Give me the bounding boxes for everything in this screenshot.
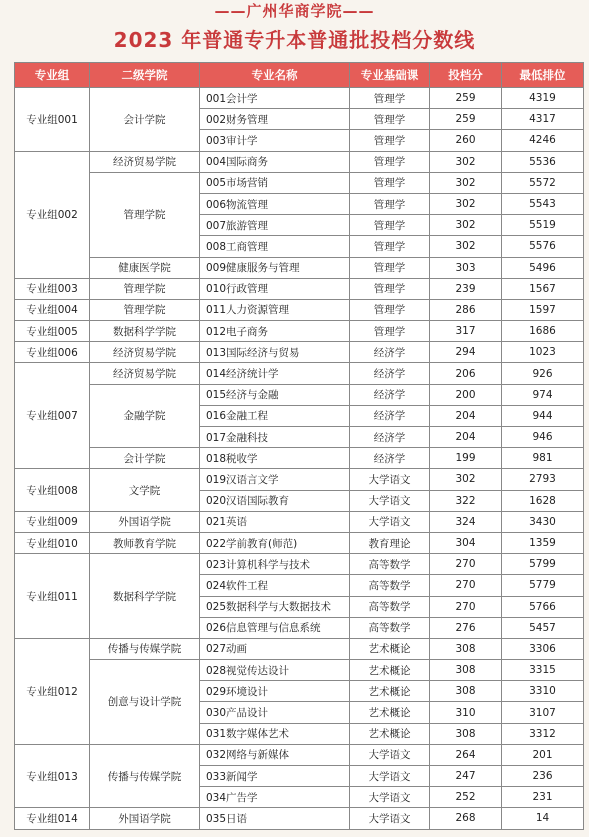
- rank-cell: 4319: [502, 88, 584, 109]
- score-cell: 304: [430, 532, 502, 553]
- course-cell: 大学语文: [350, 511, 430, 532]
- course-cell: 大学语文: [350, 490, 430, 511]
- college-cell: 外国语学院: [90, 511, 200, 532]
- table-row: [15, 744, 584, 765]
- table-body: [15, 88, 584, 830]
- major-cell: 006物流管理: [200, 193, 350, 214]
- score-cell: 259: [430, 109, 502, 130]
- score-cell: 264: [430, 744, 502, 765]
- course-cell: 管理学: [350, 321, 430, 342]
- rank-cell: 5576: [502, 236, 584, 257]
- rank-cell: 3310: [502, 681, 584, 702]
- major-cell: 003审计学: [200, 130, 350, 151]
- major-cell: 024软件工程: [200, 575, 350, 596]
- course-cell: 艺术概论: [350, 638, 430, 659]
- score-cell: 294: [430, 342, 502, 363]
- course-cell: 高等数学: [350, 575, 430, 596]
- course-cell: 管理学: [350, 130, 430, 151]
- college-cell: 数据科学学院: [90, 554, 200, 639]
- course-cell: 管理学: [350, 257, 430, 278]
- course-cell: 经济学: [350, 405, 430, 426]
- group-cell: 专业组008: [15, 469, 90, 511]
- college-cell: 经济贸易学院: [90, 363, 200, 384]
- course-cell: 经济学: [350, 342, 430, 363]
- course-cell: 管理学: [350, 236, 430, 257]
- score-cell: 286: [430, 299, 502, 320]
- major-cell: 015经济与金融: [200, 384, 350, 405]
- score-cell: 302: [430, 215, 502, 236]
- score-cell: 276: [430, 617, 502, 638]
- table-row: [15, 532, 584, 553]
- group-cell: 专业组005: [15, 321, 90, 342]
- major-cell: 026信息管理与信息系统: [200, 617, 350, 638]
- rank-cell: 5572: [502, 172, 584, 193]
- rank-cell: 981: [502, 448, 584, 469]
- rank-cell: 5536: [502, 151, 584, 172]
- major-cell: 005市场营销: [200, 172, 350, 193]
- college-cell: 会计学院: [90, 88, 200, 152]
- table-row: [15, 278, 584, 299]
- score-cell: 302: [430, 151, 502, 172]
- course-cell: 教育理论: [350, 532, 430, 553]
- group-cell: 专业组012: [15, 638, 90, 744]
- score-cell: 252: [430, 787, 502, 808]
- rank-cell: 1359: [502, 532, 584, 553]
- group-cell: 专业组013: [15, 744, 90, 808]
- major-cell: 011人力资源管理: [200, 299, 350, 320]
- major-cell: 032网络与新媒体: [200, 744, 350, 765]
- rank-cell: 4246: [502, 130, 584, 151]
- score-cell: 270: [430, 596, 502, 617]
- course-cell: 艺术概论: [350, 702, 430, 723]
- table-row: [15, 448, 584, 469]
- score-cell: 310: [430, 702, 502, 723]
- score-cell: 247: [430, 766, 502, 787]
- score-cell: 317: [430, 321, 502, 342]
- rank-cell: 5543: [502, 193, 584, 214]
- major-cell: 019汉语言文学: [200, 469, 350, 490]
- rank-cell: 5766: [502, 596, 584, 617]
- score-cell: 270: [430, 575, 502, 596]
- major-cell: 007旅游管理: [200, 215, 350, 236]
- course-cell: 艺术概论: [350, 723, 430, 744]
- score-cell: 324: [430, 511, 502, 532]
- score-cell: 239: [430, 278, 502, 299]
- table-row: [15, 554, 584, 575]
- page-header: [0, 0, 589, 62]
- rank-cell: 1597: [502, 299, 584, 320]
- major-cell: 029环境设计: [200, 681, 350, 702]
- rank-cell: 1628: [502, 490, 584, 511]
- score-cell: 302: [430, 193, 502, 214]
- major-cell: 004国际商务: [200, 151, 350, 172]
- column-header-rank: 最低排位: [502, 63, 584, 88]
- course-cell: 管理学: [350, 172, 430, 193]
- major-cell: 033新闻学: [200, 766, 350, 787]
- score-cell: 259: [430, 88, 502, 109]
- rank-cell: 974: [502, 384, 584, 405]
- table-row: [15, 172, 584, 193]
- table-row: [15, 660, 584, 681]
- score-cell: 308: [430, 723, 502, 744]
- course-cell: 大学语文: [350, 766, 430, 787]
- major-cell: 001会计学: [200, 88, 350, 109]
- course-cell: 经济学: [350, 427, 430, 448]
- score-cell: 322: [430, 490, 502, 511]
- course-cell: 管理学: [350, 193, 430, 214]
- major-cell: 018税收学: [200, 448, 350, 469]
- rank-cell: 3306: [502, 638, 584, 659]
- course-cell: 大学语文: [350, 469, 430, 490]
- course-cell: 管理学: [350, 215, 430, 236]
- major-cell: 002财务管理: [200, 109, 350, 130]
- score-cell: 199: [430, 448, 502, 469]
- group-cell: 专业组002: [15, 151, 90, 278]
- rank-cell: 2793: [502, 469, 584, 490]
- college-cell: 传播与传媒学院: [90, 744, 200, 808]
- course-cell: 管理学: [350, 88, 430, 109]
- table-row: [15, 638, 584, 659]
- column-header-college: 二级学院: [90, 63, 200, 88]
- table-row: [15, 342, 584, 363]
- course-cell: 经济学: [350, 448, 430, 469]
- major-cell: 035日语: [200, 808, 350, 829]
- major-cell: 028视觉传达设计: [200, 660, 350, 681]
- college-cell: 金融学院: [90, 384, 200, 448]
- course-cell: 大学语文: [350, 808, 430, 829]
- rank-cell: 1686: [502, 321, 584, 342]
- major-cell: 022学前教育(师范): [200, 532, 350, 553]
- group-cell: 专业组014: [15, 808, 90, 829]
- score-cell: 302: [430, 469, 502, 490]
- group-cell: 专业组010: [15, 532, 90, 553]
- score-cell: 303: [430, 257, 502, 278]
- score-cell: 260: [430, 130, 502, 151]
- score-cell: 268: [430, 808, 502, 829]
- rank-cell: 5457: [502, 617, 584, 638]
- major-cell: 017金融科技: [200, 427, 350, 448]
- score-cell: 308: [430, 660, 502, 681]
- course-cell: 管理学: [350, 278, 430, 299]
- table-row: [15, 384, 584, 405]
- column-header-course: 专业基础课: [350, 63, 430, 88]
- score-table: [14, 62, 584, 830]
- course-cell: 高等数学: [350, 554, 430, 575]
- table-row: [15, 88, 584, 109]
- major-cell: 021英语: [200, 511, 350, 532]
- course-cell: 管理学: [350, 151, 430, 172]
- college-cell: 教师教育学院: [90, 532, 200, 553]
- major-cell: 008工商管理: [200, 236, 350, 257]
- major-cell: 025数据科学与大数据技术: [200, 596, 350, 617]
- table-row: [15, 321, 584, 342]
- table-row: [15, 257, 584, 278]
- group-cell: 专业组009: [15, 511, 90, 532]
- table-header-row: [15, 63, 584, 88]
- group-cell: 专业组004: [15, 299, 90, 320]
- major-cell: 009健康服务与管理: [200, 257, 350, 278]
- major-cell: 020汉语国际教育: [200, 490, 350, 511]
- college-cell: 会计学院: [90, 448, 200, 469]
- rank-cell: 5496: [502, 257, 584, 278]
- course-cell: 经济学: [350, 384, 430, 405]
- school-name: ——广州华商学院——: [214, 2, 375, 20]
- rank-cell: 926: [502, 363, 584, 384]
- major-cell: 010行政管理: [200, 278, 350, 299]
- column-header-major: 专业名称: [200, 63, 350, 88]
- column-header-score: 投档分: [430, 63, 502, 88]
- college-cell: 管理学院: [90, 299, 200, 320]
- group-cell: 专业组011: [15, 554, 90, 639]
- course-cell: 艺术概论: [350, 681, 430, 702]
- college-cell: 创意与设计学院: [90, 660, 200, 745]
- major-cell: 023计算机科学与技术: [200, 554, 350, 575]
- course-cell: 高等数学: [350, 596, 430, 617]
- course-cell: 管理学: [350, 299, 430, 320]
- table-row: [15, 299, 584, 320]
- score-cell: 200: [430, 384, 502, 405]
- college-cell: 管理学院: [90, 172, 200, 257]
- table-row: [15, 469, 584, 490]
- rank-cell: 3107: [502, 702, 584, 723]
- group-cell: 专业组006: [15, 342, 90, 363]
- course-cell: 管理学: [350, 109, 430, 130]
- rank-cell: 944: [502, 405, 584, 426]
- score-cell: 204: [430, 405, 502, 426]
- course-cell: 大学语文: [350, 744, 430, 765]
- rank-cell: 3315: [502, 660, 584, 681]
- rank-cell: 231: [502, 787, 584, 808]
- rank-cell: 14: [502, 808, 584, 829]
- major-cell: 031数字媒体艺术: [200, 723, 350, 744]
- college-cell: 传播与传媒学院: [90, 638, 200, 659]
- rank-cell: 5779: [502, 575, 584, 596]
- score-cell: 270: [430, 554, 502, 575]
- score-cell: 204: [430, 427, 502, 448]
- course-cell: 高等数学: [350, 617, 430, 638]
- rank-cell: 3430: [502, 511, 584, 532]
- rank-cell: 201: [502, 744, 584, 765]
- group-cell: 专业组007: [15, 363, 90, 469]
- course-cell: 大学语文: [350, 787, 430, 808]
- college-cell: 管理学院: [90, 278, 200, 299]
- rank-cell: 946: [502, 427, 584, 448]
- college-cell: 文学院: [90, 469, 200, 511]
- college-cell: 数据科学学院: [90, 321, 200, 342]
- major-cell: 027动画: [200, 638, 350, 659]
- score-cell: 302: [430, 236, 502, 257]
- rank-cell: 1567: [502, 278, 584, 299]
- major-cell: 030产品设计: [200, 702, 350, 723]
- rank-cell: 5799: [502, 554, 584, 575]
- table-row: [15, 151, 584, 172]
- major-cell: 013国际经济与贸易: [200, 342, 350, 363]
- college-cell: 外国语学院: [90, 808, 200, 829]
- page-title: 2023 年普通专升本普通批投档分数线: [113, 28, 476, 52]
- score-cell: 308: [430, 681, 502, 702]
- column-header-group: 专业组: [15, 63, 90, 88]
- table-row: [15, 511, 584, 532]
- table-row: [15, 808, 584, 829]
- college-cell: 经济贸易学院: [90, 342, 200, 363]
- score-cell: 308: [430, 638, 502, 659]
- course-cell: 艺术概论: [350, 660, 430, 681]
- group-cell: 专业组003: [15, 278, 90, 299]
- rank-cell: 1023: [502, 342, 584, 363]
- major-cell: 016金融工程: [200, 405, 350, 426]
- major-cell: 014经济统计学: [200, 363, 350, 384]
- course-cell: 经济学: [350, 363, 430, 384]
- major-cell: 034广告学: [200, 787, 350, 808]
- major-cell: 012电子商务: [200, 321, 350, 342]
- college-cell: 经济贸易学院: [90, 151, 200, 172]
- rank-cell: 236: [502, 766, 584, 787]
- rank-cell: 4317: [502, 109, 584, 130]
- table-row: [15, 363, 584, 384]
- rank-cell: 3312: [502, 723, 584, 744]
- college-cell: 健康医学院: [90, 257, 200, 278]
- score-cell: 302: [430, 172, 502, 193]
- rank-cell: 5519: [502, 215, 584, 236]
- group-cell: 专业组001: [15, 88, 90, 152]
- score-cell: 206: [430, 363, 502, 384]
